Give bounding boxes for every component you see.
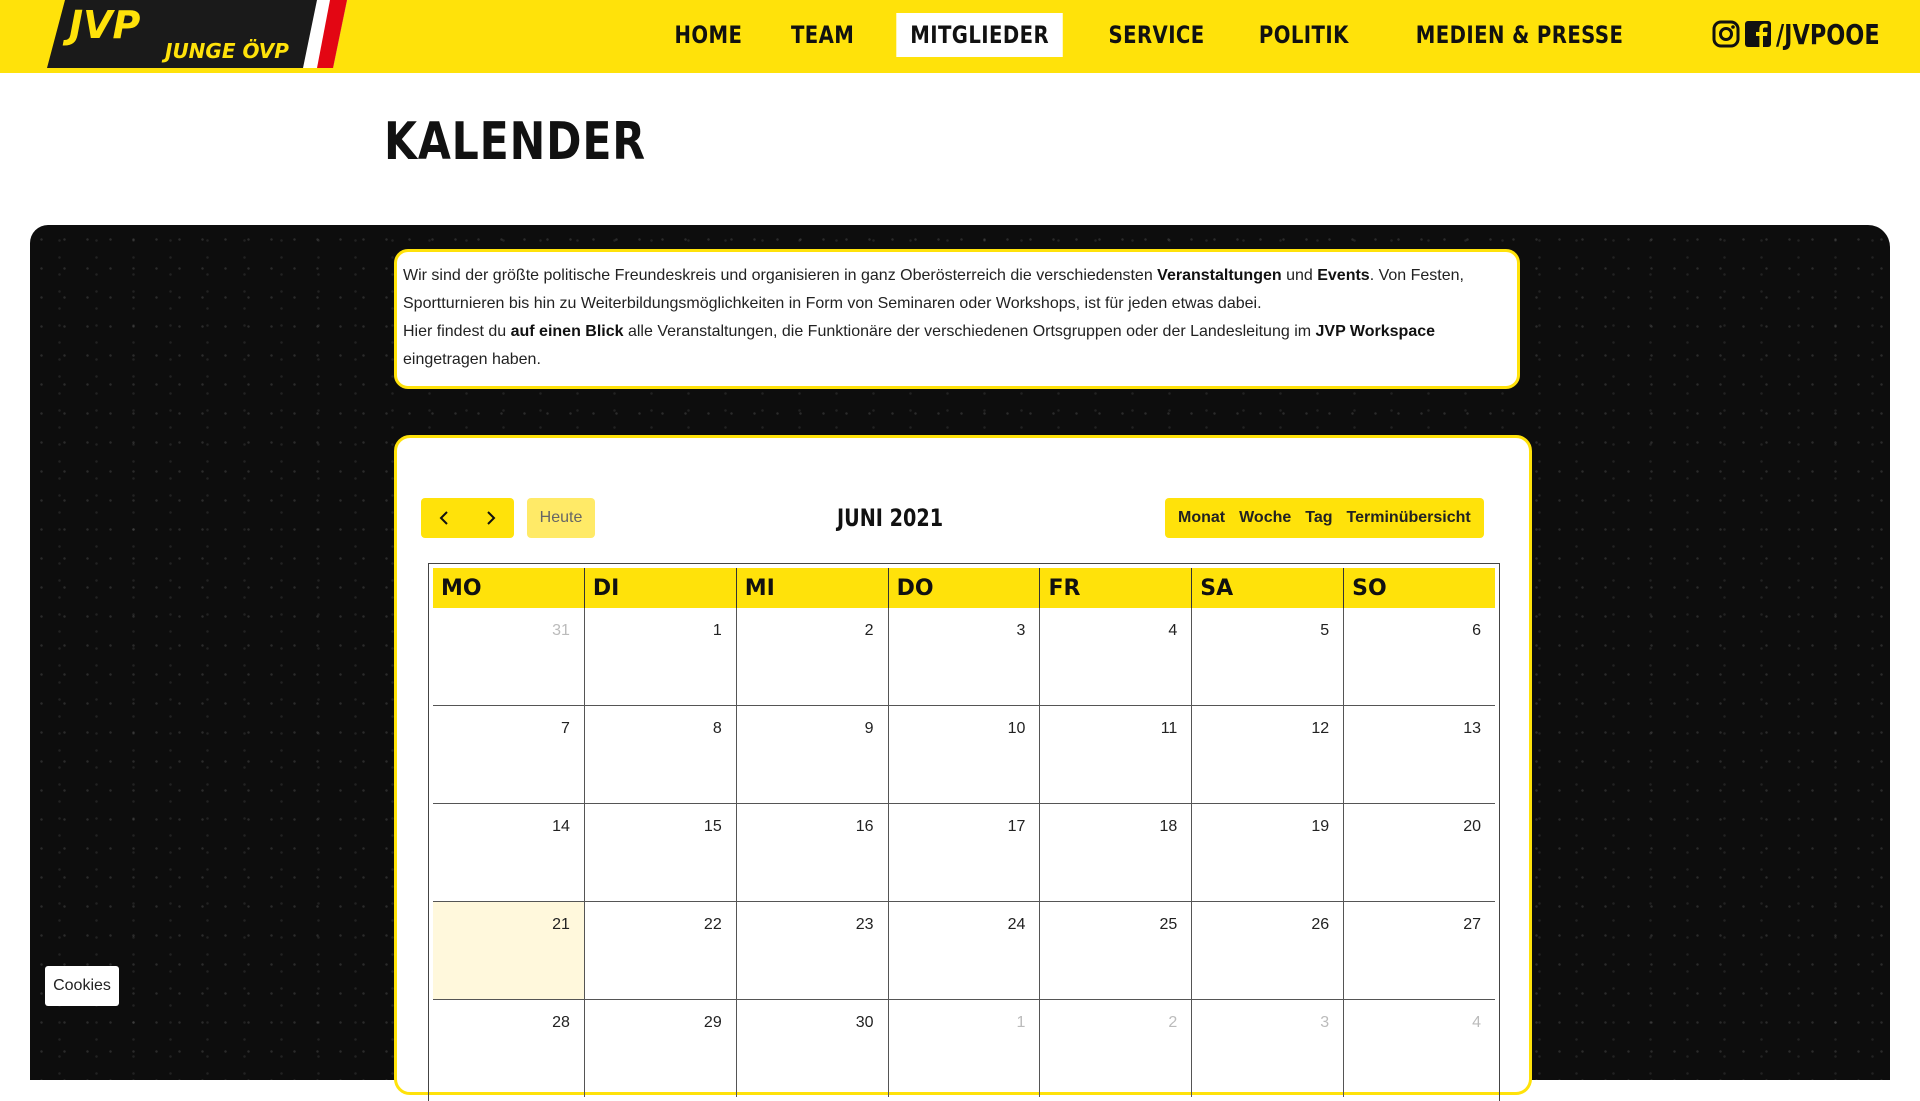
intro-text-box — [394, 249, 1520, 389]
month-grid — [428, 563, 1500, 1101]
cookies-button[interactable]: Cookies — [45, 966, 119, 1006]
view-week-button[interactable]: Woche — [1239, 509, 1292, 526]
intro-bold: Events — [1317, 267, 1370, 284]
day-cell[interactable]: 4 — [1040, 608, 1192, 705]
week-row — [433, 705, 1495, 803]
day-cell[interactable]: 11 — [1040, 706, 1192, 803]
day-cell[interactable]: 16 — [737, 804, 889, 901]
top-navigation-bar — [0, 0, 1920, 73]
week-row — [433, 608, 1495, 705]
svg-text:JUNGE ÖVP: JUNGE ÖVP — [165, 39, 289, 63]
svg-text:JVP: JVP — [69, 3, 141, 47]
jvp-logo[interactable] — [47, 0, 347, 70]
day-cell[interactable]: 28 — [433, 1000, 585, 1097]
day-cell[interactable]: 18 — [1040, 804, 1192, 901]
main-nav — [650, 13, 1663, 57]
day-cell[interactable]: 8 — [585, 706, 737, 803]
chevron-left-icon — [437, 510, 451, 526]
intro-text: und — [1281, 267, 1318, 284]
nav-item-team[interactable]: TEAM — [790, 21, 855, 49]
view-month-button[interactable]: Monat — [1178, 509, 1226, 526]
week-row — [433, 999, 1495, 1097]
chevron-right-icon — [484, 510, 498, 526]
today-button[interactable]: Heute — [527, 498, 595, 538]
day-cell[interactable]: 4 — [1472, 1014, 1482, 1031]
weekday-label: MI — [737, 568, 889, 608]
view-switcher — [1165, 498, 1484, 538]
day-cell[interactable]: 29 — [585, 1000, 737, 1097]
intro-text: Wir sind der größte politische Freundeskreis und organisieren in ganz Oberösterreich die verschiedensten — [403, 267, 1158, 284]
day-cell[interactable]: 5 — [1192, 608, 1344, 705]
intro-bold: JVP Workspace — [1315, 323, 1436, 340]
weekday-label: MO — [433, 568, 585, 608]
view-day-button[interactable]: Tag — [1305, 509, 1333, 526]
day-cell[interactable]: 19 — [1192, 804, 1344, 901]
weekday-label: SA — [1192, 568, 1344, 608]
intro-bold: Veranstaltungen — [1157, 267, 1282, 284]
day-cell[interactable]: 2 — [737, 608, 889, 705]
intro-text: . Von Festen, Sportturnieren bis hin zu Weiterbildungsmöglichkeiten in Form von Seminaren oder Workshops, ist für jeden etwas dabei. — [403, 267, 1464, 312]
month-title: JUNI 2021 — [837, 504, 944, 532]
day-cell[interactable]: 1 — [889, 1000, 1041, 1097]
day-cell[interactable]: 7 — [433, 706, 585, 803]
day-cell[interactable]: 30 — [737, 1000, 889, 1097]
day-cell[interactable]: 6 — [1472, 622, 1482, 639]
week-row — [433, 803, 1495, 901]
intro-text: alle Veranstaltungen, die Funktionäre der verschiedenen Ortsgruppen oder der Landesleitung im — [623, 323, 1316, 340]
day-cell[interactable]: 26 — [1192, 902, 1344, 999]
page-title: KALENDER — [384, 112, 646, 172]
weeks-container — [433, 608, 1495, 1097]
nav-item-mitglieder[interactable]: MITGLIEDER — [896, 13, 1063, 57]
social-links — [1712, 17, 1906, 51]
day-cell[interactable]: 12 — [1192, 706, 1344, 803]
nav-item-politik[interactable]: POLITIK — [1259, 21, 1350, 49]
weekday-label: DO — [889, 568, 1041, 608]
day-cell[interactable]: 21 — [433, 902, 585, 999]
day-cell[interactable]: 27 — [1463, 916, 1482, 933]
social-handle[interactable]: /JVPOOE — [1776, 17, 1880, 51]
nav-item-home[interactable]: HOME — [674, 21, 743, 49]
facebook-icon[interactable] — [1744, 20, 1772, 48]
prev-month-button[interactable] — [421, 498, 468, 538]
weekday-label: DI — [585, 568, 737, 608]
weekday-label: SO — [1352, 576, 1387, 601]
day-cell[interactable]: 2 — [1040, 1000, 1192, 1097]
intro-text: eingetragen haben. — [403, 351, 541, 368]
day-cell[interactable]: 22 — [585, 902, 737, 999]
view-agenda-button[interactable]: Terminübersicht — [1346, 509, 1471, 526]
day-cell[interactable]: 10 — [889, 706, 1041, 803]
day-cell[interactable]: 23 — [737, 902, 889, 999]
day-cell[interactable]: 31 — [433, 608, 585, 705]
nav-item-service[interactable]: SERVICE — [1108, 21, 1205, 49]
nav-item-medien-presse[interactable]: MEDIEN & PRESSE — [1415, 21, 1624, 49]
next-month-button[interactable] — [468, 498, 515, 538]
day-cell[interactable]: 20 — [1463, 818, 1482, 835]
calendar-nav-buttons — [421, 498, 514, 538]
weekday-header — [433, 568, 1495, 608]
day-cell[interactable]: 25 — [1040, 902, 1192, 999]
day-cell[interactable]: 14 — [433, 804, 585, 901]
day-cell[interactable]: 13 — [1463, 720, 1482, 737]
day-cell[interactable]: 24 — [889, 902, 1041, 999]
intro-text: Hier findest du — [403, 323, 511, 340]
day-cell[interactable]: 9 — [737, 706, 889, 803]
day-cell[interactable]: 1 — [585, 608, 737, 705]
weekday-label: FR — [1040, 568, 1192, 608]
day-cell[interactable]: 15 — [585, 804, 737, 901]
day-cell[interactable]: 3 — [889, 608, 1041, 705]
day-cell[interactable]: 17 — [889, 804, 1041, 901]
week-row — [433, 901, 1495, 999]
instagram-icon[interactable] — [1712, 20, 1740, 48]
day-cell[interactable]: 3 — [1192, 1000, 1344, 1097]
calendar-panel — [394, 435, 1532, 1095]
intro-bold: auf einen Blick — [510, 323, 624, 340]
